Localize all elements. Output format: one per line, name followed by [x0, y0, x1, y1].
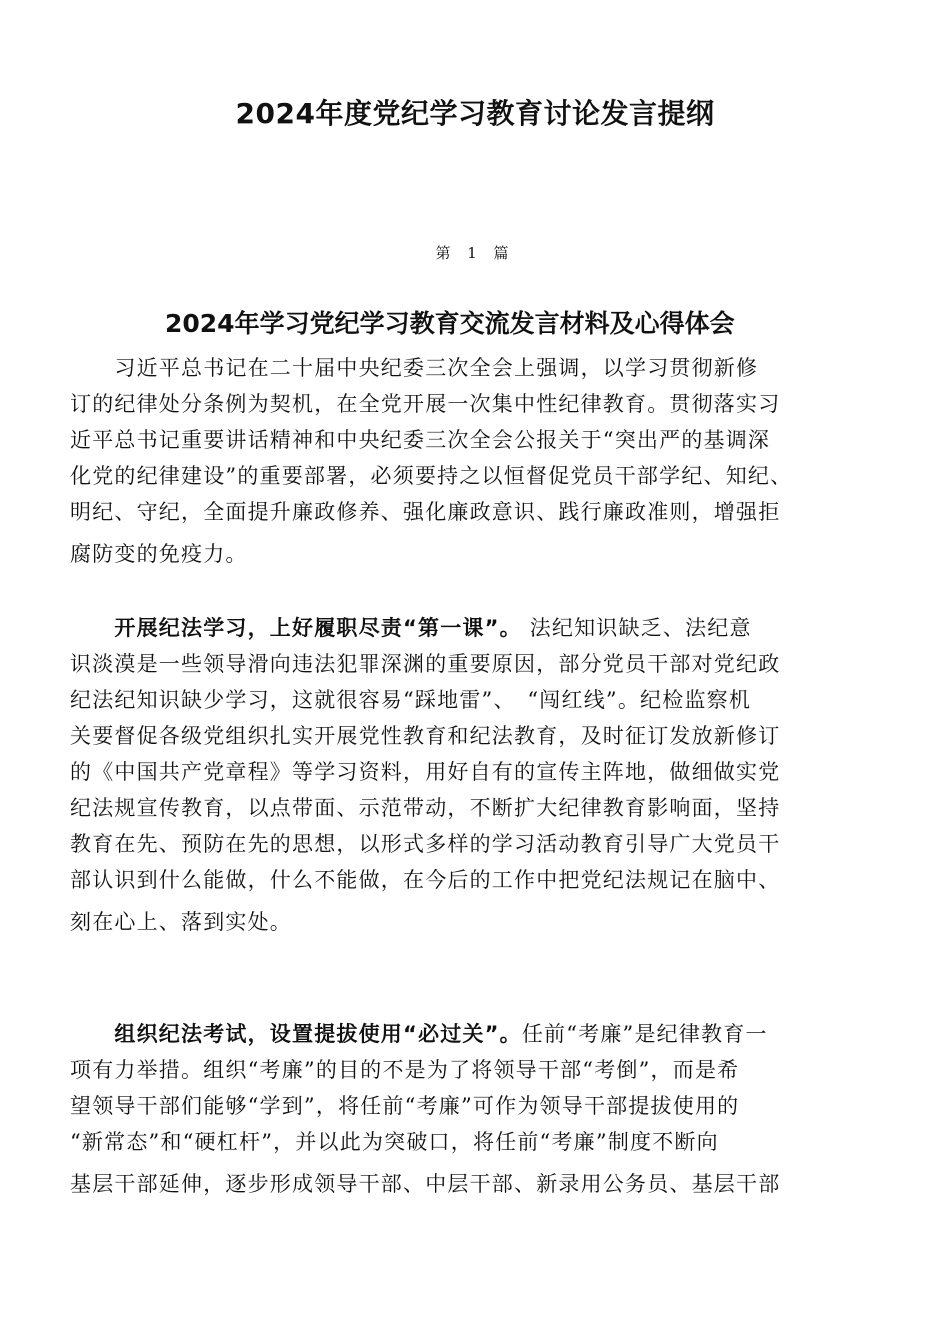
text-line: 纪法规宣传教育，以点带面、示范带动，不断扩大纪律教育影响面，坚持 [70, 796, 781, 820]
text-line: 望领导干部们能够“学到”，将任前“考廉”可作为领导干部提拔使用的 [70, 1094, 740, 1118]
paragraph-study [70, 610, 885, 940]
document-title: 2024年度党纪学习教育讨论发言提纲 [235, 97, 715, 130]
text-line: 关要督促各级党组织扎实开展党性教育和纪法教育，及时征订发放新修订 [70, 724, 781, 748]
text-line: “新常态”和“硬杠杆”，并以此为突破口，将任前“考廉”制度不断向 [70, 1130, 719, 1154]
text-line: 的《中国共产党章程》等学习资料，用好自有的宣传主阵地，做细做实党 [70, 760, 781, 784]
text-line: 明纪、守纪，全面提升廉政修养、强化廉政意识、践行廉政准则，增强拒 [70, 500, 781, 524]
text-run: 法纪知识缺乏、法纪意 [521, 616, 752, 640]
text-line: 项有力举措。组织“考廉”的目的不是为了将领导干部“考倒”，而是希 [70, 1058, 740, 1082]
text-line [70, 610, 885, 646]
text-line: 纪法纪知识缺少学习，这就很容易“踩地雷”、 “闯红线”。纪检监察机 [70, 688, 752, 712]
section-title: 2024年学习党纪学习教育交流发言材料及心得体会 [165, 309, 735, 338]
text-line: 部认识到什么能做，什么不能做，在今后的工作中把党纪法规记在脑中、 [70, 868, 781, 892]
text-line: 近平总书记重要讲话精神和中央纪委三次全会公报关于“突出严的基调深 [70, 428, 771, 452]
text-line: 腐防变的免疫力。 [70, 542, 248, 566]
text-line [70, 1016, 885, 1052]
paragraph-exam [70, 1016, 885, 1202]
text-line: 识淡漠是一些领导滑向违法犯罪深渊的重要原因，部分党员干部对党纪政 [70, 652, 781, 676]
text-line: 订的纪律处分条例为契机，在全党开展一次集中性纪律教育。贯彻落实习 [70, 392, 781, 416]
paragraph-heading: 开展纪法学习，上好履职尽责“第一课”。 [70, 616, 522, 640]
text-line: 习近平总书记在二十届中央纪委三次全会上强调，以学习贯彻新修 [70, 356, 759, 380]
text-line: 基层干部延伸，逐步形成领导干部、中层干部、新录用公务员、基层干部 [70, 1172, 781, 1196]
text-line: 化党的纪律建设”的重要部署，必须要持之以恒督促党员干部学纪、知纪、 [70, 464, 793, 488]
paragraph-heading: 组织纪法考试，设置提拔使用“必过关”。 [70, 1022, 522, 1046]
section-label: 第 1 篇 [435, 244, 515, 262]
text-run: 任前“考廉”是纪律教育一 [521, 1022, 768, 1046]
text-line: 刻在心上、落到实处。 [70, 910, 292, 934]
paragraph-intro [70, 350, 885, 572]
text-line: 教育在先、预防在先的思想，以形式多样的学习活动教育引导广大党员干 [70, 832, 781, 856]
